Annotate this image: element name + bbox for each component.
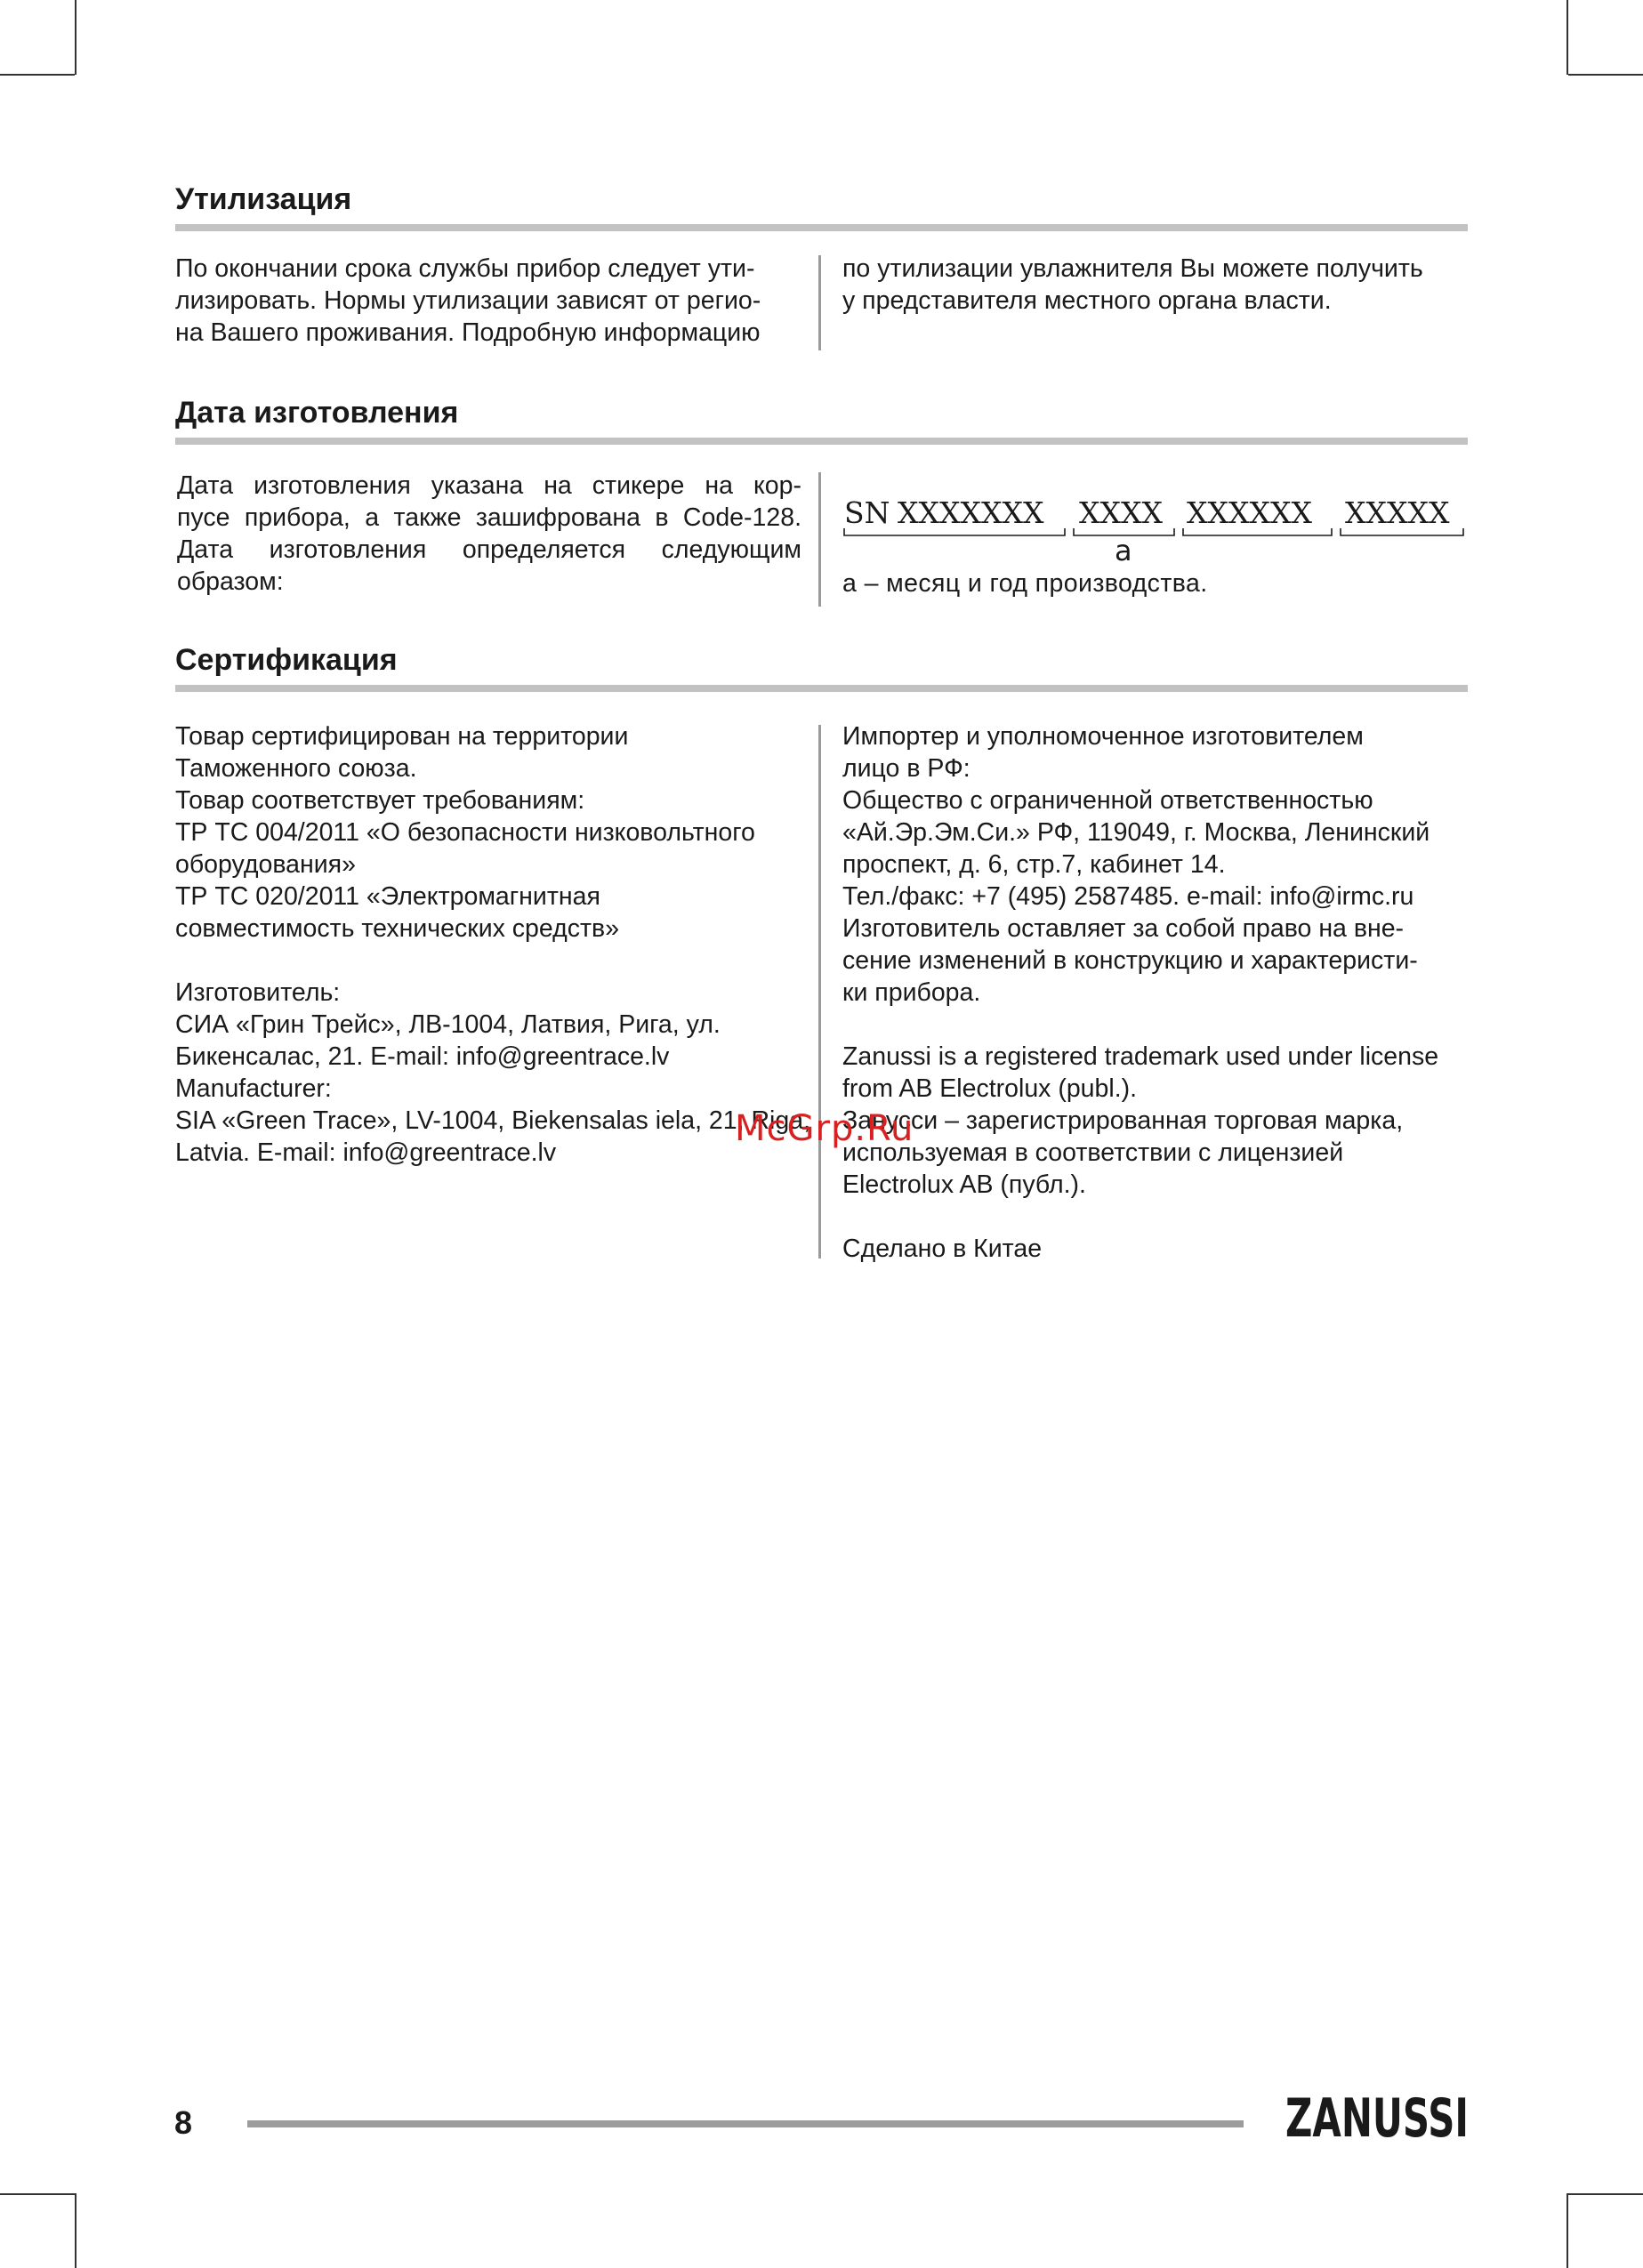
text-line: Общество с ограниченной ответственностью [842, 786, 1373, 815]
serial-group: XXXXX [1345, 495, 1450, 530]
text-line: ТР ТС 020/2011 «Электромагнитная [175, 882, 600, 911]
certification-right-text [842, 720, 1468, 1265]
text-line: проспект, д. 6, стр.7, кабинет 14. [842, 850, 1226, 879]
text-line: Изготовитель оставляет за собой право на вне- [842, 914, 1405, 943]
text-line: Zanussi is a registered trademark used under license [842, 1042, 1439, 1071]
crop-mark-top-left-h [0, 74, 75, 76]
text-line: Таможенного союза. [175, 754, 417, 783]
paragraph-gap [842, 1201, 1468, 1233]
text-line: По окончании срока службы прибор следует ути- [175, 254, 755, 283]
crop-mark-top-right-h [1568, 74, 1643, 76]
text-line: Бикенсалас, 21. E-mail: info@greentrace.lv [175, 1042, 670, 1071]
section-rule-disposal [175, 224, 1468, 231]
section-title-disposal: Утилизация [175, 182, 352, 216]
section-rule-certification [175, 685, 1468, 692]
footer-rule [247, 2120, 1244, 2127]
disposal-right-text [842, 253, 1468, 317]
text-line: Latvia. E-mail: info@greentrace.lv [175, 1138, 557, 1167]
serial-marker-label: a [1115, 534, 1132, 567]
text-line: Тел./факс: +7 (495) 2587485. e-mail: info@irmc.ru [842, 882, 1414, 911]
watermark-text: McGrp.Ru [735, 1108, 914, 1149]
text-line: лицо в РФ: [842, 754, 970, 783]
certification-left-text [175, 720, 810, 1169]
text-line: пусе прибора, а также зашифрована в Code-128. [177, 503, 801, 532]
text-line: совместимость технических средств» [175, 914, 620, 943]
text-line: используемая в соответствии с лицензией [842, 1138, 1344, 1167]
crop-mark-bottom-right-v [1566, 2193, 1568, 2268]
serial-group: XXXXXX [1187, 495, 1312, 530]
text-line: Импортер и уполномоченное изготовителем [842, 722, 1364, 751]
crop-mark-top-right-v [1566, 0, 1568, 75]
crop-mark-bottom-right-h [1568, 2193, 1643, 2195]
text-line: a – месяц и год производства. [842, 569, 1208, 598]
text-line: на Вашего проживания. Подробную информацию [175, 318, 761, 347]
page-number: 8 [174, 2104, 193, 2141]
text-line: ки прибора. [842, 978, 981, 1007]
column-divider-disposal [818, 255, 821, 350]
text-line: Сделано в Китае [842, 1235, 1043, 1263]
text-line: лизировать. Нормы утилизации зависят от регио- [175, 286, 761, 315]
text-line: Manufacturer: [175, 1074, 332, 1103]
text-line: from AB Electrolux (publ.). [842, 1074, 1138, 1103]
text-line: Занусси – зарегистрированная торговая марка, [842, 1106, 1404, 1135]
text-line: у представителя местного органа власти. [842, 286, 1332, 315]
section-rule-manufacture-date [175, 438, 1468, 445]
serial-group: XXXX [1079, 495, 1163, 530]
text-line: Дата изготовления указана на стикере на кор- [177, 471, 801, 500]
brand-logo-text: ZANUSSI [1285, 2087, 1469, 2150]
crop-mark-bottom-left-h [0, 2193, 75, 2195]
section-title-manufacture-date: Дата изготовления [175, 396, 459, 430]
text-line: Изготовитель: [175, 978, 341, 1007]
column-divider-certification [818, 725, 821, 1259]
text-line: SIA «Green Trace», LV-1004, Biekensalas iela, 21, Riga, [175, 1106, 810, 1135]
text-line: СИА «Грин Трейс», ЛВ-1004, Латвия, Рига, ул. [175, 1010, 721, 1039]
serial-prefix: SN [844, 495, 890, 530]
manufacture-date-legend [842, 567, 1468, 599]
text-line: «Ай.Эр.Эм.Си.» РФ, 119049, г. Москва, Ленинский [842, 818, 1430, 847]
paragraph-gap [842, 1009, 1468, 1041]
serial-number-format [842, 493, 1465, 567]
manufacture-date-left-text [177, 470, 801, 598]
crop-mark-top-left-v [75, 0, 77, 75]
paragraph-gap [175, 945, 802, 977]
text-line: Electrolux AB (публ.). [842, 1170, 1086, 1199]
disposal-left-text [175, 253, 802, 349]
section-title-certification: Сертификация [175, 643, 398, 677]
text-line: ТР ТС 004/2011 «О безопасности низковольтного [175, 818, 755, 847]
text-line: сение изменений в конструкцию и характеристи- [842, 946, 1418, 975]
text-line: по утилизации увлажнителя Вы можете получить [842, 254, 1423, 283]
crop-mark-bottom-left-v [75, 2193, 77, 2268]
text-line: оборудования» [175, 850, 356, 879]
brand-logo [1285, 2087, 1469, 2150]
text-line: образом: [177, 567, 284, 596]
serial-group: XXXXXXX [898, 495, 1044, 530]
text-line: Товар соответствует требованиям: [175, 786, 585, 815]
text-line: Дата изготовления определяется следующим [177, 535, 801, 564]
text-line: Товар сертифицирован на территории [175, 722, 629, 751]
column-divider-manufacture-date [818, 472, 821, 607]
